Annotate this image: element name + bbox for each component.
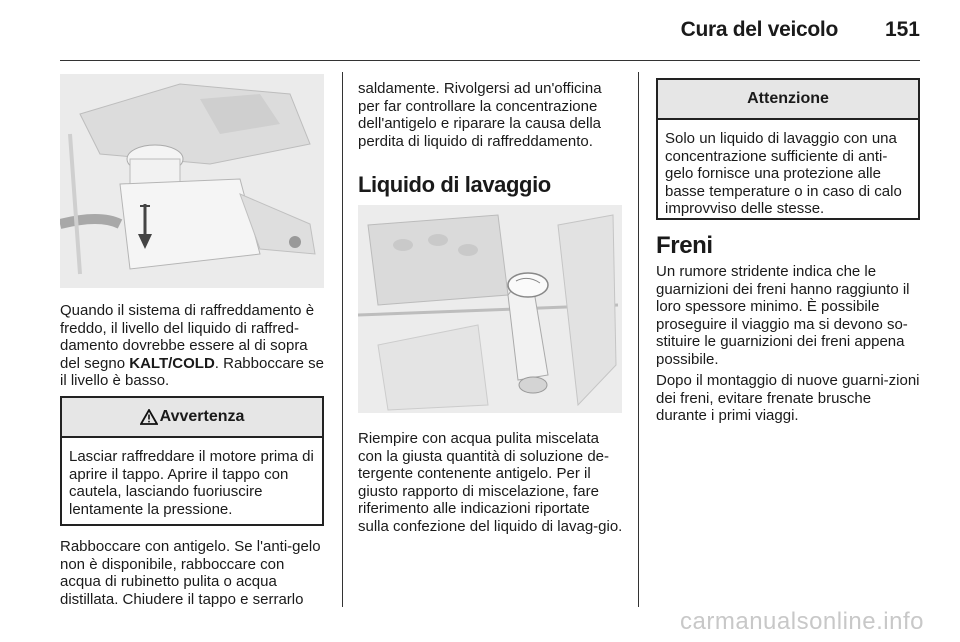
column-divider-2 [638, 72, 639, 607]
col3-paragraph-b: Dopo il montaggio di nuove guarni-zioni dei freni, evitare frenate brusche durante i primi viaggi. [656, 372, 920, 425]
warning-box-text: Lasciar raffreddare il motore prima di aprire il tappo. Aprire il tappo con cautela, lasciando fuoriuscire lentamente la pressione. [69, 448, 314, 518]
attention-box-header [658, 80, 918, 120]
para-text: Quando il sistema di raffreddamento è freddo, il livello del liquido di raffred-damento dovrebbe essere al di sopra del segno [60, 302, 315, 372]
para-text: . Rabboccare se il livello è basso. [60, 354, 325, 390]
watermark: carmanualsonline.info [680, 608, 924, 635]
col1-paragraph-b: Rabboccare con antigelo. Se l'anti-gelo non è disponibile, rabboccare con acqua di rubinetto pulita o acqua distillata. Chiudere il tappo e serrarlo [60, 538, 321, 608]
warning-triangle-icon [140, 409, 158, 425]
page-number: 151 [884, 18, 920, 41]
col2-paragraph-a: saldamente. Rivolgersi ad un'officina per far controllare la concentrazione dell'antigelo e riparare la causa della perdita di liquido di raffreddamento. [358, 80, 602, 150]
attention-box-text: Solo un liquido di lavaggio con una concentrazione sufficiente di anti-gelo fornisce una protezione alle basse temperature o in caso di calo improvviso delle stesse. [665, 130, 902, 218]
kalt-cold-mark: KALT/COLD [129, 354, 215, 372]
col1-paragraph-a [60, 302, 326, 390]
header-rule [60, 60, 920, 61]
header-title: Cura del veicolo [680, 18, 838, 41]
warning-box-header [62, 398, 322, 438]
attention-box-title: Attenzione [747, 90, 829, 107]
section-heading-liquido-lavaggio: Liquido di lavaggio [358, 172, 551, 197]
washer-fluid-reservoir-illustration [358, 205, 622, 413]
attention-box [656, 78, 920, 220]
warning-box-title: Avvertenza [159, 408, 245, 425]
col3-paragraph-a: Un rumore stridente indica che le guarnizioni dei freni hanno raggiunto il loro spessore minimo. È possibile proseguire il viaggio ma si devono so-stituire le guarnizioni dei freni appena possibile. [656, 263, 910, 368]
warning-box [60, 396, 324, 526]
col2-paragraph-b: Riempire con acqua pulita miscelata con la giusta quantità di soluzione de-tergente contenente antigelo. Per il giusto rapporto di miscelazione, fare riferimento alle indicazioni riportate sulla confezione del liquido di lavag-gio. [358, 430, 623, 535]
coolant-reservoir-illustration [60, 74, 324, 288]
column-divider-1 [342, 72, 343, 607]
section-heading-freni: Freni [656, 232, 713, 259]
